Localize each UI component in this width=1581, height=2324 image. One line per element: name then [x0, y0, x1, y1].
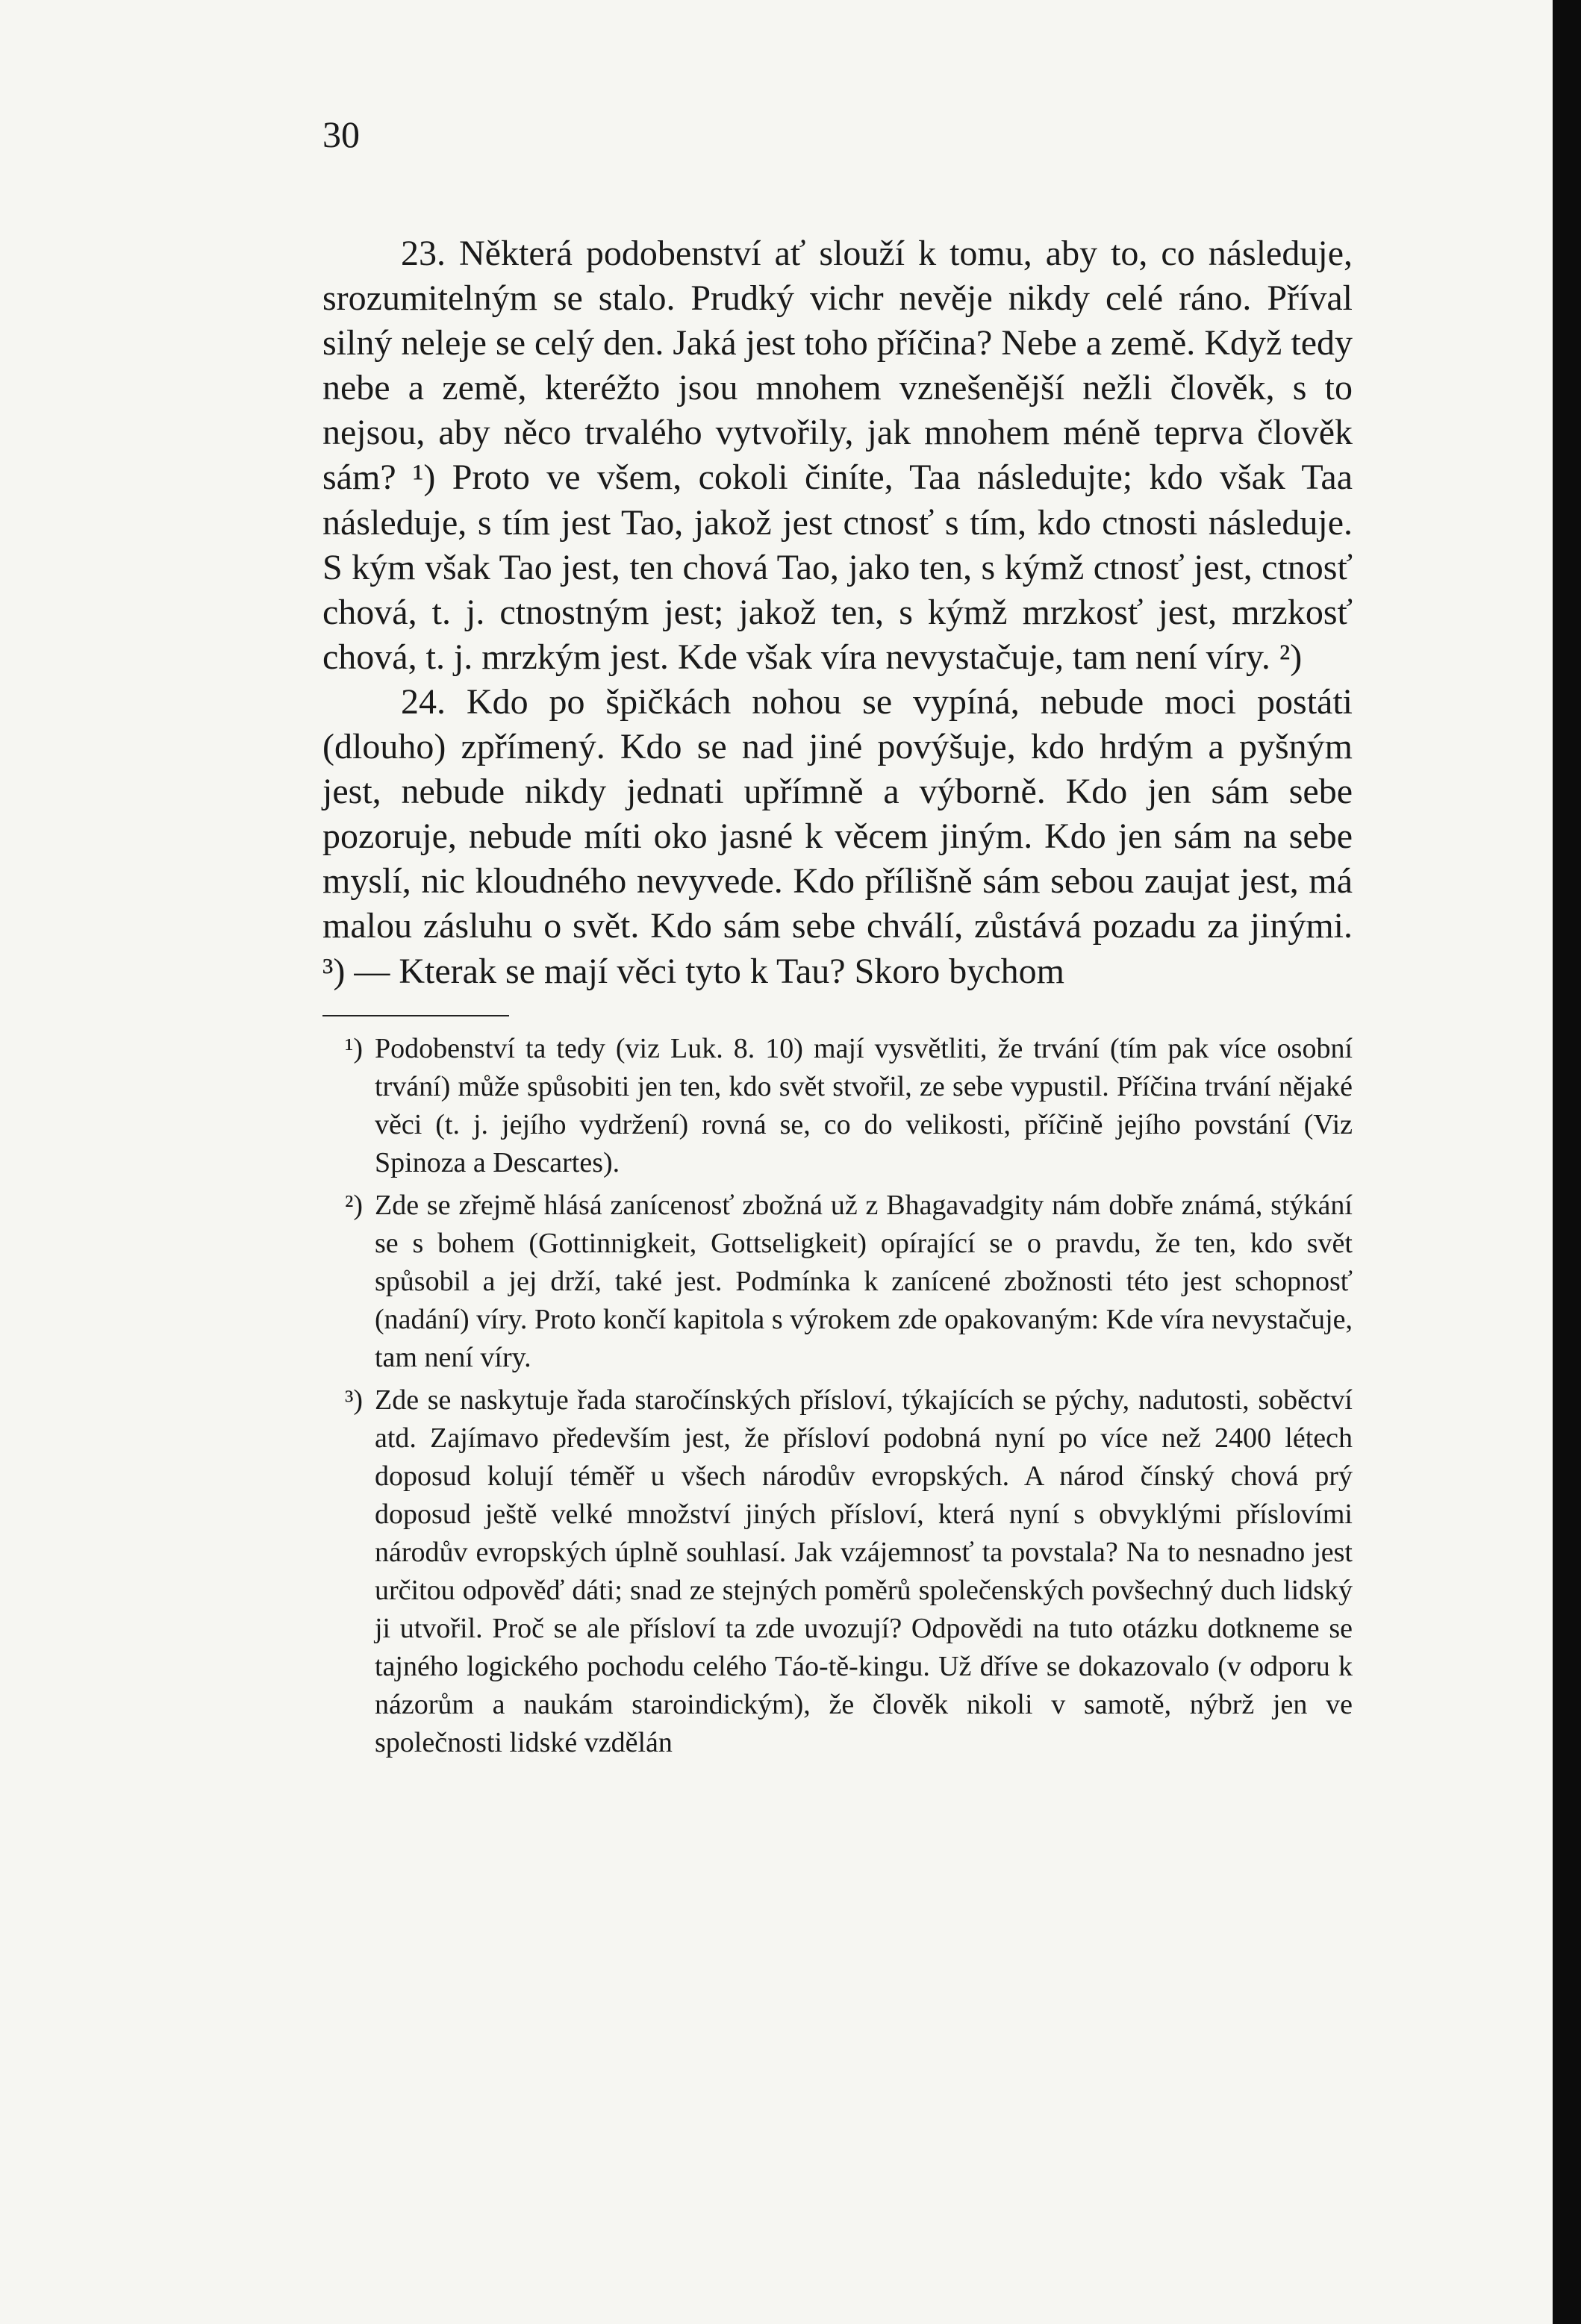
footnote-1-text: Podobenství ta tedy (viz Luk. 8. 10) mají vysvětliti, že trvání (tím pak více osobní trvání) může spůsobiti jen ten, kdo svět stvořil, ze sebe vypustil. Příčina trvání nějaké věci (t. j. jejího vydržení) rovná se, co do velikosti, příčině jejího povstání (Viz Spinoza a Descartes).	[375, 1032, 1353, 1178]
footnote-1	[322, 1030, 1353, 1182]
page-number: 30	[322, 113, 360, 155]
paragraph-24: 24. Kdo po špičkách nohou se vypíná, nebude moci postáti (dlouho) zpřímený. Kdo se nad jiné povýšuje, kdo hrdým a pyšným jest, nebude nikdy jednati upřímně a výborně. Kdo jen sám sebe pozoruje, nebude míti oko jasné k věcem jiným. Kdo jen sám na sebe myslí, nic kloudného nevyvede. Kdo přílišně sám sebou zaujat jest, má malou zásluhu o svět. Kdo sám sebe chválí, zůstává pozadu za jinými. ³) — Kterak se mají věci tyto k Tau? Skoro bychom	[322, 681, 1353, 991]
page-content	[322, 112, 1353, 1767]
scan-dark-edge	[1553, 0, 1581, 2324]
footnote-2-mark: ²)	[345, 1189, 364, 1221]
footnote-3	[322, 1381, 1353, 1762]
footnote-1-mark: ¹)	[345, 1032, 364, 1064]
paragraph-23: 23. Některá podobenství ať slouží k tomu, aby to, co následuje, srozumitelným se stalo. Prudký vichr nevěje nikdy celé ráno. Příval silný neleje se celý den. Jaká jest toho příčina? Nebe a země. Když tedy nebe a země, kteréžto jsou mnohem vznešenější nežli člověk, s to nejsou, aby něco trvalého vytvořily, jak mnohem méně teprva člověk sám? ¹) Proto ve všem, cokoli činíte, Taa následujte; kdo však Taa následuje, s tím jest Tao, jakož jest ctnosť s tím, kdo ctnosti následuje. S kým však Tao jest, ten chová Tao, jako ten, s kýmž ctnosť jest, ctnosť chová, t. j. ctnostným jest; jakož ten, s kýmž mrzkosť jest, mrzkosť chová, t. j. mrzkým jest. Kde však víra nevystačuje, tam není víry. ²)	[322, 234, 1353, 677]
footnote-2	[322, 1187, 1353, 1377]
footnote-3-text: Zde se naskytuje řada staročínských přísloví, týkajících se pýchy, nadutosti, soběctví atd. Zajímavo především jest, že přísloví podobná nyní po více než 2400 létech doposud kolují téměř u všech národův evropských. A národ čínský chová prý doposud ještě velké množství jiných přísloví, která nyní s obvyklými příslovími národův evropských úplně souhlasí. Jak vzájemnosť ta povstala? Na to nesnadno jest určitou odpověď dáti; snad ze stejných poměrů společenských povšechný duch lidský ji utvořil. Proč se ale přísloví ta zde uvozují? Odpovědi na tuto otázku dotkneme se tajného logického pochodu celého Táo-tě-kingu. Už dříve se dokazovalo (v odporu k názorům a naukám staroindickým), že člověk nikoli v samotě, nýbrž jen ve společnosti lidské vzdělán	[375, 1384, 1353, 1758]
footnote-divider	[322, 1015, 509, 1016]
footnote-2-text: Zde se zřejmě hlásá zanícenosť zbožná už z Bhagavadgity nám dobře známá, stýkání se s bohem (Gottinnigkeit, Gottseligkeit) opírající se o pravdu, že ten, kdo svět spůsobil a jej drží, také jest. Podmínka k zanícené zbožnosti této jest schopnosť (nadání) víry. Proto končí kapitola s výrokem zde opakovaným: Kde víra nevystačuje, tam není víry.	[375, 1189, 1353, 1373]
footnote-3-mark: ³)	[345, 1384, 364, 1416]
